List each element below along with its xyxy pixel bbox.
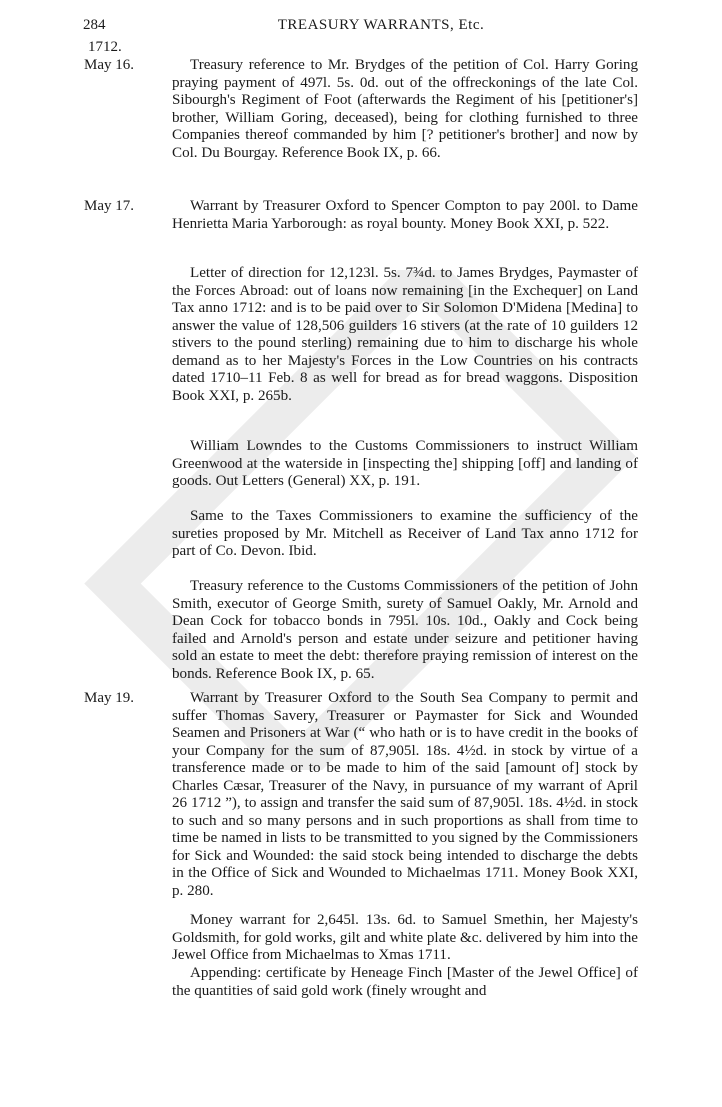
entry-paragraph: Treasury reference to the Customs Commissioners of the petition of John Smith, executor of George Smith, surety of Samuel Oakly, Mr. Arnold and Dean Cock for tobacco bonds in 795l. 10s. 10d., Oakly and Cock being failed and Arnold's person and estate under seizure and petitioner having sold an estate to meet the debt: therefore praying remission of interest on the bonds. Reference Book IX, p. 65. bbox=[172, 578, 638, 682]
entry-paragraph: Warrant by Treasurer Oxford to the South Sea Company to permit and suffer Thomas Savery, Treasurer or Paymaster for Sick and Wounded Seamen and Prisoners at War (“ who hath or is to have credit in the books of your Company for the sum of 87,905l. 18s. 4½d. in stock by virtue of a transference made or to be made to him of the said [amount of] stock by Charles Cæsar, Treasurer of the Navy, in pursuance of my warrant of April 26 1712 ”), to assign and transfer the said sum of 87,905l. 18s. 4½d. in stock to such and so many persons and in such proportions as shall from time to time be named in lists to be transmitted to you signed by the Commissioners for Sick and Wounded: the said stock being intended to discharge the debts in the Office of Sick and Wounded to Michaelmas 1711. Money Book XXI, p. 280. bbox=[172, 690, 638, 899]
entry-date: May 16. bbox=[84, 57, 134, 73]
page-header bbox=[0, 17, 722, 41]
entry-paragraph: Warrant by Treasurer Oxford to Spencer Compton to pay 200l. to Dame Henrietta Maria Yarborough: as royal bounty. Money Book XXI, p. 522. bbox=[172, 198, 638, 232]
entry-date: May 19. bbox=[84, 690, 134, 706]
entry-paragraph: Same to the Taxes Commissioners to examine the sufficiency of the sureties proposed by Mr. Mitchell as Receiver of Land Tax anno 1712 for part of Co. Devon. Ibid. bbox=[172, 508, 638, 559]
entry-paragraph: William Lowndes to the Customs Commissioners to instruct William Greenwood at the waterside in [inspecting the] shipping [off] and landing of goods. Out Letters (General) XX, p. 191. bbox=[172, 438, 638, 489]
entry-paragraph: Treasury reference to Mr. Brydges of the petition of Col. Harry Goring praying payment of 497l. 5s. 0d. out of the offreckonings of the late Col. Sibourgh's Regiment of Foot (afterwards the Regiment of his [petitioner's] brother, William Goring, deceased), being for clothing furnished to three Companies thereof commanded by him [? petitioner's brother] and now by Col. Du Bourgay. Reference Book IX, p. 66. bbox=[172, 57, 638, 161]
entry-date: May 17. bbox=[84, 198, 134, 214]
entry-paragraph: Appending: certificate by Heneage Finch [Master of the Jewel Office] of the quantities of said gold work (finely wrought and bbox=[172, 965, 638, 999]
year-label: 1712. bbox=[88, 39, 122, 55]
page-number: 284 bbox=[83, 17, 106, 33]
entry-paragraph: Letter of direction for 12,123l. 5s. 7¾d. to James Brydges, Paymaster of the Forces Abroad: out of loans now remaining [in the Exchequer] on Land Tax anno 1712: and is to be paid over to Sir Solomon D'Midena [Medina] to answer the value of 128,506 guilders 16 stivers (at the rate of 10 guilders 12 stivers to the pound sterling) remaining due to him to discharge his whole demand as to her Majesty's Forces in the Low Countries on his contracts dated 1710–11 Feb. 8 as well for bread as for bread waggons. Disposition Book XXI, p. 265b. bbox=[172, 265, 638, 404]
running-title: TREASURY WARRANTS, Etc. bbox=[277, 17, 485, 33]
entry-paragraph: Money warrant for 2,645l. 13s. 6d. to Samuel Smethin, her Majesty's Goldsmith, for gold works, gilt and white plate &c. delivered by him into the Jewel Office from Michaelmas to Xmas 1711. bbox=[172, 912, 638, 963]
